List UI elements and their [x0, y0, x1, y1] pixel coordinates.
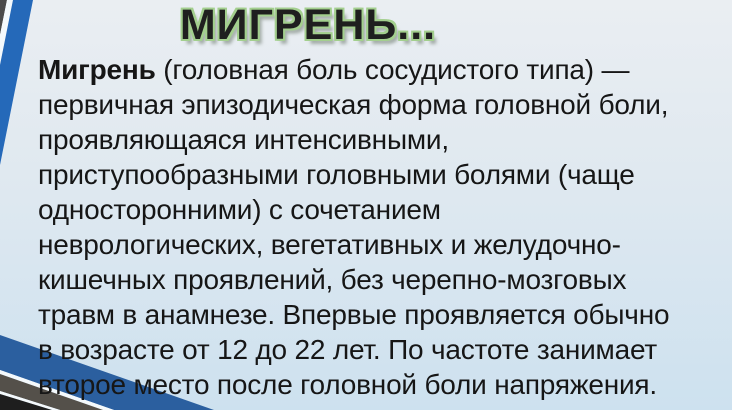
body-text-line: в возрасте от 12 до 22 лет. По частоте занимает	[38, 334, 658, 365]
body-text	[38, 52, 722, 402]
body-text-line: первичная эпизодическая форма головной боли,	[38, 89, 669, 120]
body-text-line: проявляющаяся интенсивными,	[38, 124, 449, 155]
body-text-line: приступообразными головными болями (чаще	[38, 159, 635, 190]
body-text-line: травм в анамнезе. Впервые проявляется обычно	[38, 299, 670, 330]
body-text-line: кишечных проявлений, без черепно-мозговых	[38, 264, 627, 295]
body-lead-word: Мигрень	[38, 54, 156, 85]
slide-title: МИГРЕНЬ...	[179, 1, 437, 49]
body-line1-rest: (головная боль сосудистого типа) —	[155, 54, 630, 85]
body-text-line	[38, 52, 722, 87]
body-text-line: односторонними) с сочетанием	[38, 194, 441, 225]
body-text-line: второе место после головной боли напряжения.	[38, 369, 657, 400]
body-text-line: неврологических, вегетативных и желудочно-	[38, 229, 621, 260]
